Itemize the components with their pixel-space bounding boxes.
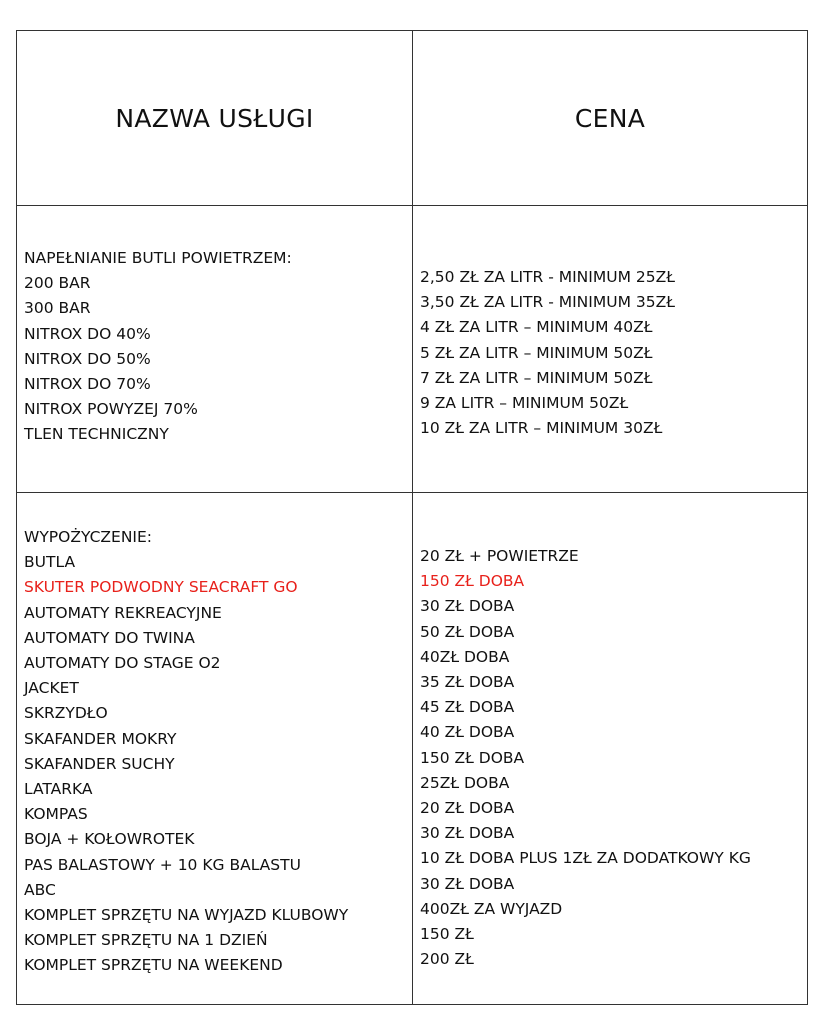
service-item: KOMPLET SPRZĘTU NA WEEKEND	[24, 956, 283, 975]
price-item: 20 ZŁ DOBA	[420, 799, 515, 818]
service-item: KOMPLET SPRZĘTU NA 1 DZIEŃ	[24, 931, 268, 950]
price-item: 7 ZŁ ZA LITR – MINIMUM 50ZŁ	[420, 368, 653, 387]
price-item: 10 ZŁ DOBA PLUS 1ZŁ ZA DODATKOWY KG	[420, 849, 751, 868]
section-heading: NAPEŁNIANIE BUTLI POWIETRZEM:	[24, 249, 292, 267]
table-row-rental	[17, 493, 807, 1004]
price-item: 25ZŁ DOBA	[420, 773, 510, 792]
price-item: 150 ZŁ DOBA	[420, 748, 525, 767]
section-heading: WYPOŻYCZENIE:	[24, 528, 152, 546]
price-item: 3,50 ZŁ ZA LITR - MINIMUM 35ZŁ	[420, 293, 675, 312]
price-table	[16, 30, 808, 1005]
header-service-name: NAZWA USŁUGI	[17, 31, 413, 205]
price-item: 30 ZŁ DOBA	[420, 597, 515, 616]
service-item: ABC	[24, 880, 56, 899]
table-row-tank-filling	[17, 206, 807, 493]
service-item: NITROX DO 40%	[24, 324, 151, 343]
service-item-highlighted: SKUTER PODWODNY SEACRAFT GO	[24, 578, 298, 597]
price-item: 4 ZŁ ZA LITR – MINIMUM 40ZŁ	[420, 318, 653, 337]
services-cell	[17, 493, 413, 1004]
service-item: 300 BAR	[24, 299, 91, 318]
service-item: KOMPAS	[24, 805, 88, 824]
service-item: SKRZYDŁO	[24, 704, 108, 723]
price-item: 2,50 ZŁ ZA LITR - MINIMUM 25ZŁ	[420, 268, 675, 286]
service-item: JACKET	[24, 679, 79, 698]
service-item: NITROX POWYZEJ 70%	[24, 400, 198, 419]
prices-cell	[413, 493, 807, 1004]
price-item: 40ZŁ DOBA	[420, 647, 510, 666]
services-list	[17, 206, 412, 448]
service-item: AUTOMATY REKREACYJNE	[24, 603, 222, 622]
service-item: AUTOMATY DO TWINA	[24, 628, 195, 647]
service-item: BOJA + KOŁOWROTEK	[24, 830, 195, 849]
services-list	[17, 493, 412, 979]
price-item-highlighted: 150 ZŁ DOBA	[420, 572, 525, 591]
header-price: CENA	[574, 103, 646, 133]
price-item: 20 ZŁ + POWIETRZE	[420, 547, 579, 565]
price-item: 150 ZŁ	[420, 925, 474, 944]
services-cell	[17, 206, 413, 492]
service-item: BUTLA	[24, 553, 76, 572]
price-item: 10 ZŁ ZA LITR – MINIMUM 30ZŁ	[420, 419, 663, 438]
price-item: 50 ZŁ DOBA	[420, 622, 515, 641]
price-item: 30 ZŁ DOBA	[420, 824, 515, 843]
service-item: PAS BALASTOWY + 10 KG BALASTU	[24, 855, 301, 874]
price-item: 40 ZŁ DOBA	[420, 723, 515, 742]
prices-cell	[413, 206, 807, 492]
price-item: 9 ZA LITR – MINIMUM 50ZŁ	[420, 394, 629, 413]
price-item: 400ZŁ ZA WYJAZD	[420, 899, 563, 918]
prices-list	[413, 206, 807, 441]
service-item: KOMPLET SPRZĘTU NA WYJAZD KLUBOWY	[24, 906, 349, 925]
price-item: 200 ZŁ	[420, 950, 474, 969]
service-item: TLEN TECHNICZNY	[24, 425, 169, 444]
service-item: AUTOMATY DO STAGE O2	[24, 654, 221, 673]
price-item: 35 ZŁ DOBA	[420, 673, 515, 692]
service-item: 200 BAR	[24, 274, 91, 293]
price-item: 45 ZŁ DOBA	[420, 698, 515, 717]
price-item: 5 ZŁ ZA LITR – MINIMUM 50ZŁ	[420, 343, 653, 362]
price-item: 30 ZŁ DOBA	[420, 874, 515, 893]
service-item: NITROX DO 50%	[24, 349, 151, 368]
service-item: NITROX DO 70%	[24, 375, 151, 394]
service-item: LATARKA	[24, 780, 93, 799]
prices-list	[413, 493, 807, 972]
service-item: SKAFANDER MOKRY	[24, 729, 177, 748]
service-item: SKAFANDER SUCHY	[24, 754, 175, 773]
table-header-row	[17, 31, 807, 206]
